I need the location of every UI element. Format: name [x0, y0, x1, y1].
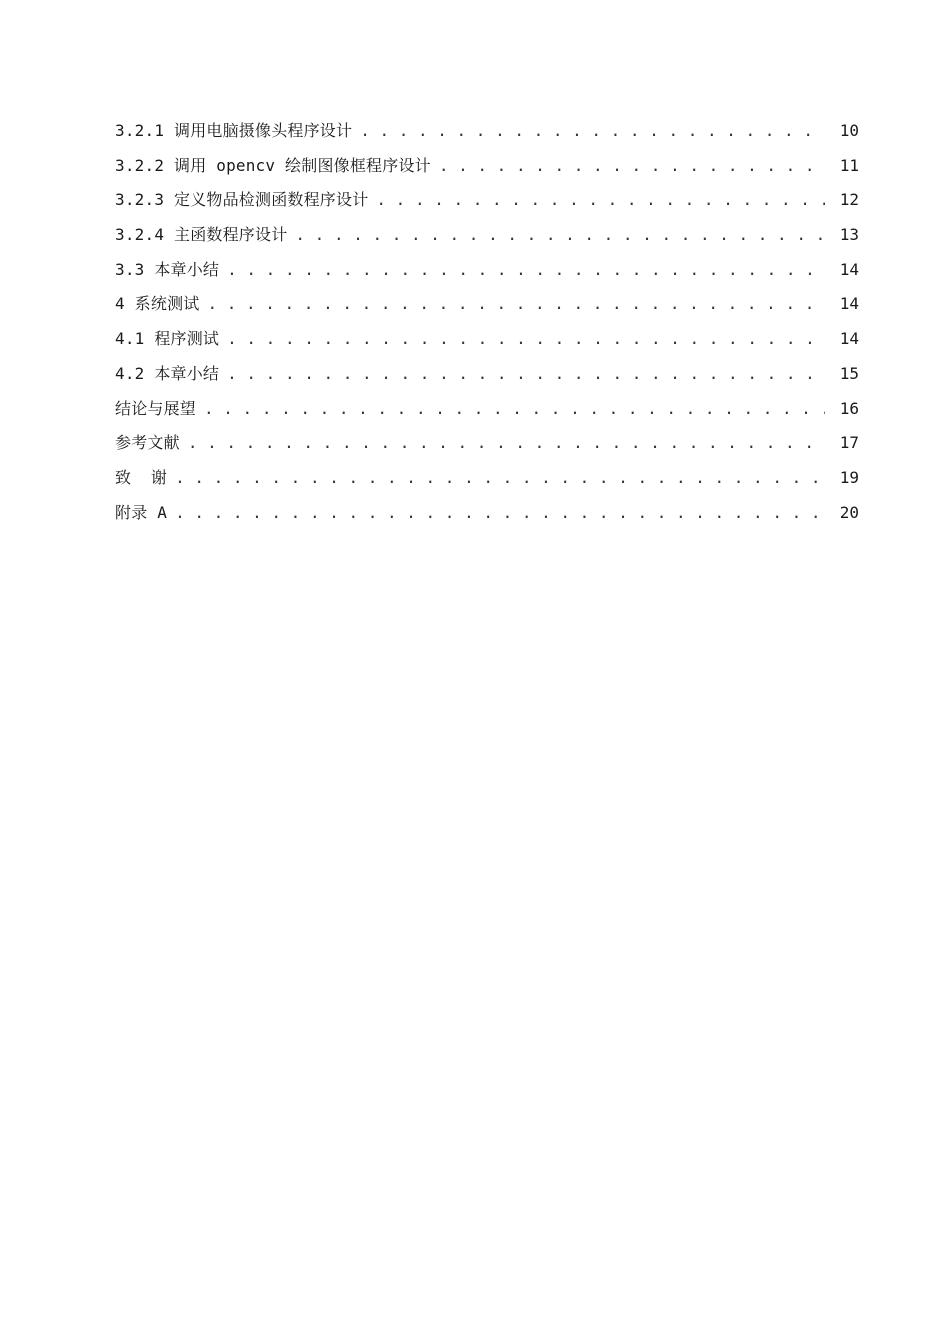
toc-entry-title: 3.2.3 定义物品检测函数程序设计	[115, 190, 369, 210]
toc-entry[interactable]	[115, 149, 859, 184]
toc-entry-title: 附录 A	[115, 502, 168, 522]
toc-page-number: 13	[839, 225, 859, 245]
toc-entry[interactable]	[115, 218, 859, 253]
toc-leader-dots	[227, 253, 825, 288]
toc-entry[interactable]	[115, 287, 859, 322]
toc-page-number: 11	[839, 155, 859, 175]
table-of-contents	[115, 114, 859, 530]
toc-page-number: 16	[839, 398, 859, 418]
toc-entry-title: 参考文献	[115, 433, 180, 453]
toc-entry[interactable]	[115, 253, 859, 288]
toc-page-number: 14	[839, 294, 859, 314]
toc-entry-title: 4.1 程序测试	[115, 329, 220, 349]
toc-entry-title: 结论与展望	[115, 398, 197, 418]
toc-leader-dots	[295, 218, 825, 253]
toc-page-number: 12	[839, 190, 859, 210]
toc-entry[interactable]	[115, 114, 859, 149]
toc-leader-dots	[175, 461, 825, 496]
toc-entry-title: 3.2.1 调用电脑摄像头程序设计	[115, 121, 353, 140]
toc-leader-dots	[175, 496, 825, 531]
toc-leader-dots	[360, 114, 825, 149]
toc-leader-dots	[204, 392, 825, 427]
toc-leader-dots	[207, 287, 825, 322]
toc-entry-title: 4 系统测试	[115, 294, 200, 314]
toc-leader-dots	[188, 426, 825, 461]
toc-page-number: 14	[839, 259, 859, 279]
toc-page-number: 19	[839, 467, 859, 487]
toc-entry-title: 3.3 本章小结	[115, 259, 220, 279]
toc-page-number: 20	[839, 502, 859, 522]
toc-entry[interactable]	[115, 322, 859, 357]
toc-entry[interactable]	[115, 496, 859, 531]
toc-page-number: 14	[839, 329, 859, 349]
toc-entry-title: 4.2 本章小结	[115, 363, 220, 383]
toc-entry-title: 3.2.4 主函数程序设计	[115, 225, 288, 245]
toc-entry[interactable]	[115, 426, 859, 461]
toc-page-number: 10	[839, 121, 859, 140]
toc-page-number: 17	[839, 433, 859, 453]
toc-entry[interactable]	[115, 392, 859, 427]
toc-entry-title: 致 谢	[115, 467, 168, 487]
toc-leader-dots	[439, 149, 825, 184]
toc-entry[interactable]	[115, 183, 859, 218]
toc-leader-dots	[227, 322, 825, 357]
toc-entry[interactable]	[115, 461, 859, 496]
toc-entry[interactable]	[115, 357, 859, 392]
toc-leader-dots	[376, 183, 825, 218]
toc-entry-title: 3.2.2 调用 opencv 绘制图像框程序设计	[115, 155, 431, 175]
toc-page-number: 15	[839, 363, 859, 383]
toc-leader-dots	[227, 357, 825, 392]
